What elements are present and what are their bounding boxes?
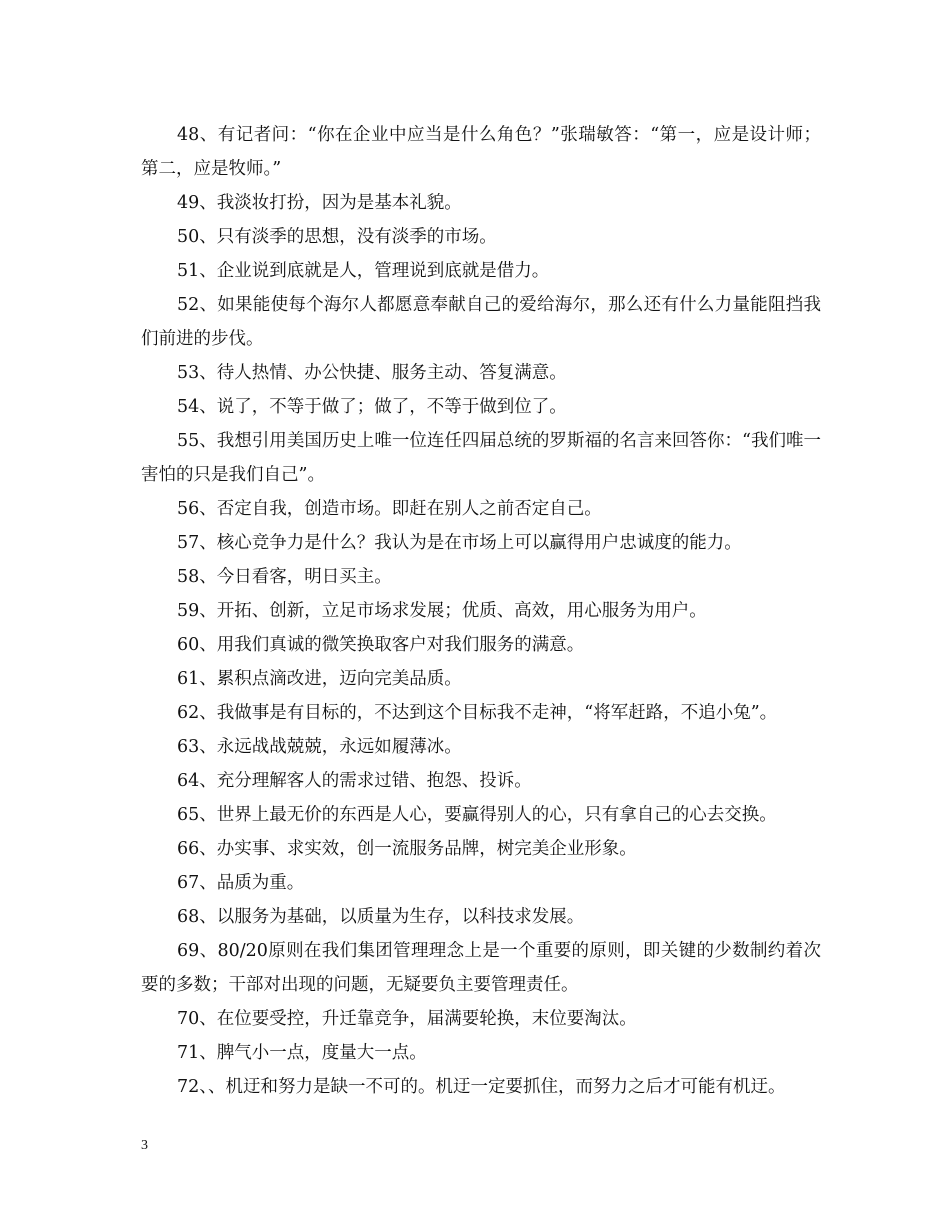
paragraph-69: 69、80/20原则在我们集团管理理念上是一个重要的原则，即关键的少数制约着次要的多数；干部对出现的问题，无疑要负主要管理责任。: [141, 941, 821, 995]
paragraph-71: 71、脾气小一点，度量大一点。: [177, 1043, 427, 1063]
paragraph-63: 63、永远战战兢兢，永远如履薄冰。: [177, 737, 462, 757]
paragraph-61: 61、累积点滴改进，迈向完美品质。: [177, 669, 462, 689]
paragraph-65: 65、世界上最无价的东西是人心，要赢得别人的心，只有拿自己的心去交换。: [177, 805, 777, 825]
page-number: 3: [141, 1138, 148, 1153]
paragraph-62: 62、我做事是有目标的，不达到这个目标我不走神，“将军赶路，不追小兔”。: [177, 703, 778, 723]
paragraph-49: 49、我淡妆打扮，因为是基本礼貌。: [177, 193, 462, 213]
paragraph-50: 50、只有淡季的思想，没有淡季的市场。: [177, 227, 497, 247]
paragraph-59: 59、开拓、创新，立足市场求发展；优质、高效，用心服务为用户。: [177, 601, 707, 621]
paragraph-68: 68、以服务为基础，以质量为生存，以科技求发展。: [177, 907, 585, 927]
paragraph-55: 55、我想引用美国历史上唯一位连任四届总统的罗斯福的名言来回答你：“我们唯一害怕的只是我们自己”。: [141, 431, 821, 485]
paragraph-52: 52、如果能使每个海尔人都愿意奉献自己的爱给海尔，那么还有什么力量能阻挡我们前进的步伐。: [141, 295, 821, 349]
paragraph-67: 67、品质为重。: [177, 873, 305, 893]
paragraph-56: 56、否定自我，创造市场。即赶在别人之前否定自己。: [177, 499, 602, 519]
paragraph-60: 60、用我们真诚的微笑换取客户对我们服务的满意。: [177, 635, 585, 655]
paragraph-72: 72、、机迂和努力是缺一不可的。机迂一定要抓住，而努力之后才可能有机迂。: [177, 1077, 786, 1097]
paragraph-54: 54、说了，不等于做了；做了，不等于做到位了。: [177, 397, 567, 417]
paragraph-48: 48、有记者问：“你在企业中应当是什么角色？”张瑞敏答：“第一，应是设计师；第二，应是牧师。”: [141, 125, 821, 179]
paragraph-64: 64、充分理解客人的需求过错、抱怨、投诉。: [177, 771, 532, 791]
paragraph-66: 66、办实事、求实效，创一流服务品牌，树完美企业形象。: [177, 839, 637, 859]
paragraph-58: 58、今日看客，明日买主。: [177, 567, 392, 587]
paragraph-57: 57、核心竞争力是什么？我认为是在市场上可以赢得用户忠诚度的能力。: [177, 533, 742, 553]
paragraph-53: 53、待人热情、办公快捷、服务主动、答复满意。: [177, 363, 567, 383]
paragraph-51: 51、企业说到底就是人，管理说到底就是借力。: [177, 261, 550, 281]
document-body: [141, 118, 821, 1104]
paragraph-70: 70、在位要受控，升迁靠竞争，届满要轮换，末位要淘汰。: [177, 1009, 637, 1029]
